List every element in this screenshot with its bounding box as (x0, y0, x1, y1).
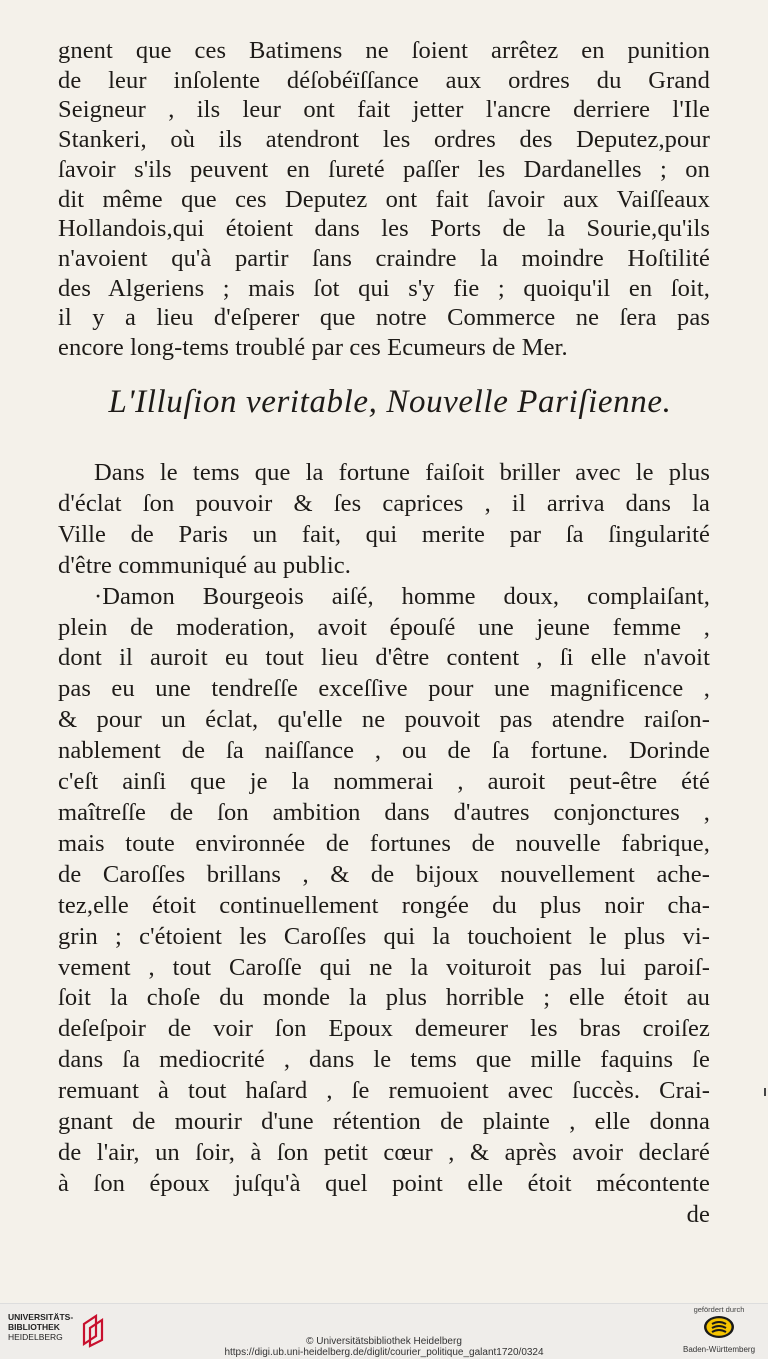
text-line: vement , tout Caroſſe qui ne la voituroit pas lui paroiſ- (58, 953, 710, 981)
text-line: Stankeri, où ils atendront les ordres des Deputez,pour (58, 126, 710, 154)
text-line: ·Damon Bourgeois aiſé, homme doux, complaiſant, (94, 582, 710, 610)
text-line: gnant de mourir d'une rétention de plainte , elle donna (58, 1108, 710, 1136)
text-line: deſeſpoir de voir ſon Epoux demeurer les bras croiſez (58, 1015, 710, 1043)
sponsor-name: Baden-Württemberg (682, 1345, 756, 1354)
text-line: remuant à tout haſard , ſe remuoient avec ſuccès. Crai- (58, 1077, 710, 1105)
body-text-top (58, 36, 710, 363)
library-name-line3: HEIDELBERG (8, 1332, 63, 1342)
text-line: de Caroſſes brillans , & de bijoux nouvellement ache- (58, 860, 710, 888)
text-line: tez,elle étoit continuellement rongée du plus noir cha- (58, 891, 710, 919)
text-line: d'éclat ſon pouvoir & ſes caprices , il arriva dans la (58, 489, 710, 517)
text-line: encore long-tems troublé par ces Ecumeurs de Mer. (58, 334, 568, 362)
article-heading: L'Illuſion veritable, Nouvelle Pariſienne. (108, 384, 672, 420)
text-line: n'avoient qu'à partir ſans craindre la moindre Hoſtilité (58, 244, 710, 272)
page-edge-mark (764, 1088, 766, 1096)
text-line: de leur inſolente déſobéïſſance aux ordres du Grand (58, 66, 710, 94)
article-body (58, 458, 710, 1231)
catchword: de (686, 1200, 710, 1228)
text-line: grin ; c'étoient les Caroſſes qui la touchoient le plus vi- (58, 922, 710, 950)
copyright-notice: © Universitätsbibliothek Heidelberg (306, 1336, 462, 1347)
library-name-line2: BIBLIOTHEK (8, 1322, 60, 1332)
text-line: plein de moderation, avoit épouſé une jeune femme , (58, 613, 710, 641)
text-line: il y a lieu d'eſperer que notre Commerce ne ſera pas (58, 304, 710, 332)
text-line: à ſon époux juſqu'à quel point elle étoit mécontente (58, 1169, 710, 1197)
text-line: ſavoir s'ils peuvent en ſureté paſſer les Dardanelles ; on (58, 155, 710, 183)
text-line: Seigneur , ils leur ont fait jetter l'ancre derriere l'Ile (58, 96, 710, 124)
text-line: pas eu une tendreſſe exceſſive pour une magnificence , (58, 675, 710, 703)
text-line: de l'air, un ſoir, à ſon petit cœur , & après avoir declaré (58, 1138, 710, 1166)
sponsor-block[interactable] (676, 1305, 762, 1355)
text-line: c'eſt ainſi que je la nommerai , auroit peut-être été (58, 768, 710, 796)
text-line: Dans le tems que la fortune faiſoit briller avec le plus (94, 459, 710, 486)
baden-wuerttemberg-crest-icon (702, 1314, 736, 1340)
text-line: Hollandois,qui étoient dans les Ports de la Sourie,qu'ils (58, 215, 710, 243)
text-line: des Algeriens ; mais ſot qui s'y fie ; quoiqu'il en ſoit, (58, 274, 710, 302)
library-name-line1: UNIVERSITÄTS- (8, 1312, 74, 1322)
text-line: nablement de ſa naiſſance , ou de ſa fortune. Dorinde (58, 737, 710, 765)
text-line: maîtreſſe de ſon ambition dans d'autres conjonctures , (58, 798, 710, 826)
permalink-url[interactable]: https://digi.ub.uni-heidelberg.de/diglit/courier_politique_galant1720/0324 (224, 1347, 544, 1358)
text-line: dans ſa mediocrité , dans le tems que mille faquins ſe (58, 1046, 710, 1074)
text-line: gnent que ces Batimens ne ſoient arrêtez en punition (58, 37, 710, 64)
text-line: dit même que ces Deputez ont fait ſavoir aux Vaiſſeaux (58, 185, 710, 213)
text-line: mais toute environnée de fortunes de nouvelle fabrique, (58, 829, 710, 857)
text-line: & pour un éclat, qu'elle ne pouvoit pas atendre raiſon- (58, 706, 710, 734)
sponsor-label: gefördert durch (693, 1305, 745, 1314)
text-line: Ville de Paris un fait, qui merite par ſa ſingularité (58, 520, 710, 548)
text-line: d'être communiqué au public. (58, 551, 351, 579)
text-line: ſoit la choſe du monde la plus horrible ; elle étoit au (58, 984, 710, 1012)
text-line: dont il auroit eu tout lieu d'être content , ſi elle n'avoit (58, 644, 710, 672)
